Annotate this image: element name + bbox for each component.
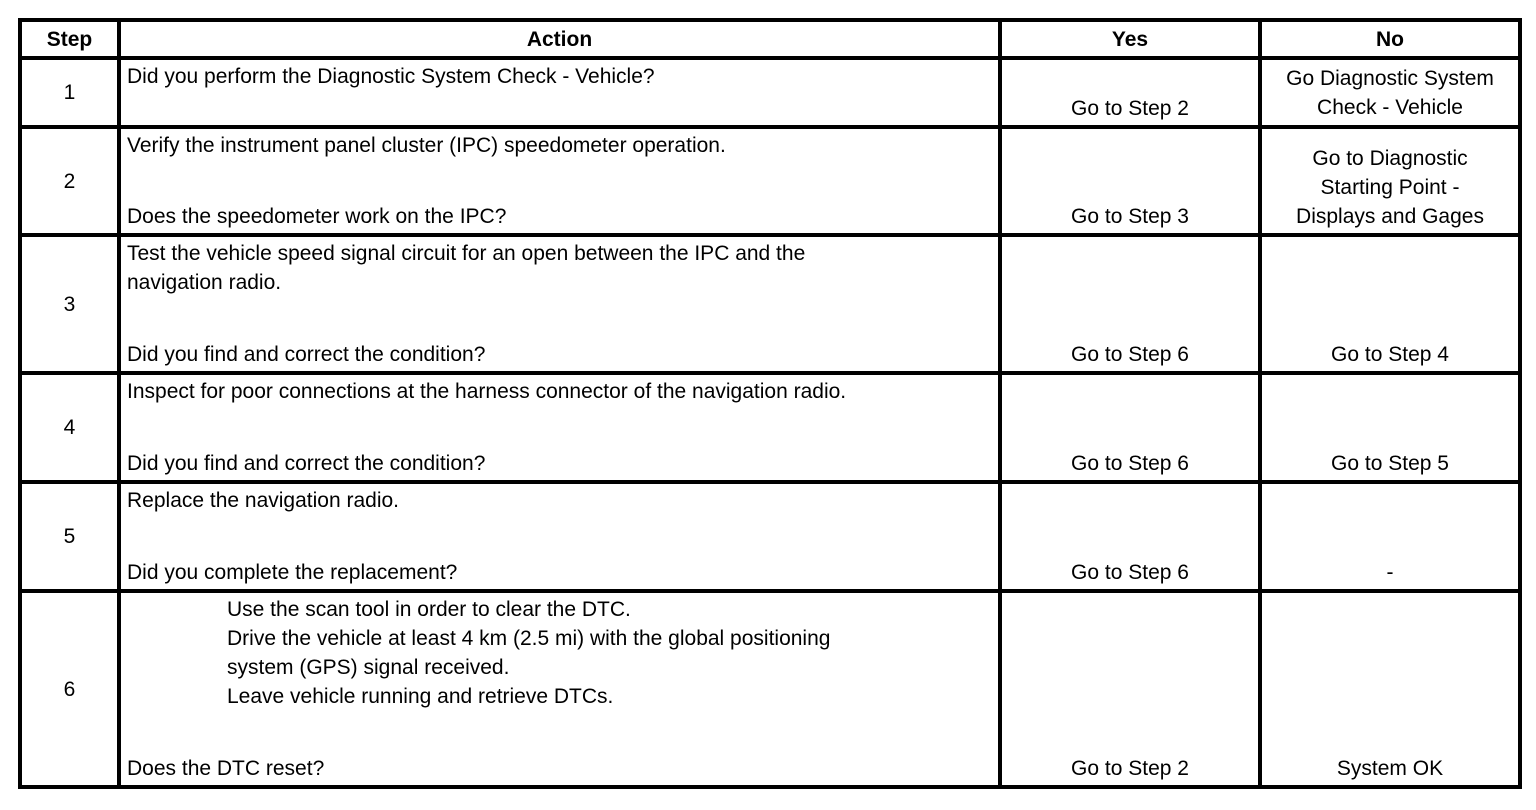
yes-cell: Go to Step 3 (1000, 127, 1260, 235)
action-text: Did you perform the Diagnostic System Check - Vehicle? (127, 65, 655, 88)
action-text: Verify the instrument panel cluster (IPC) speedometer operation. (127, 134, 726, 157)
yes-cell: Go to Step 6 (1000, 235, 1260, 373)
step-number: 5 (20, 482, 119, 591)
action-text: Leave vehicle running and retrieve DTCs. (227, 685, 614, 708)
action-cell (119, 127, 1000, 235)
no-text: Check - Vehicle (1317, 95, 1463, 119)
action-cell (119, 235, 1000, 373)
action-question: Does the DTC reset? (127, 757, 325, 780)
no-cell (1260, 127, 1520, 235)
action-cell (119, 591, 1000, 787)
no-text: Go to Diagnostic (1312, 147, 1468, 170)
action-question: Did you find and correct the condition? (127, 343, 486, 366)
action-text: Drive the vehicle at least 4 km (2.5 mi) with the global positioning (227, 627, 831, 650)
action-cell (119, 482, 1000, 591)
action-question: Does the speedometer work on the IPC? (127, 205, 507, 228)
action-cell (119, 58, 1000, 127)
step-number: 3 (20, 235, 119, 373)
no-text: Displays and Gages (1296, 205, 1484, 228)
action-text: Test the vehicle speed signal circuit for an open between the IPC and the (127, 242, 806, 265)
table-row (20, 591, 1520, 787)
table-row (20, 127, 1520, 235)
action-text: navigation radio. (127, 271, 282, 294)
yes-cell: Go to Step 2 (1000, 58, 1260, 127)
header-action: Action (119, 20, 1000, 58)
no-cell: Go to Step 4 (1260, 235, 1520, 373)
step-number: 6 (20, 591, 119, 787)
action-text: Replace the navigation radio. (127, 489, 400, 512)
header-yes: Yes (1000, 20, 1260, 58)
step-number: 2 (20, 127, 119, 235)
header-row (20, 20, 1520, 58)
action-text: Inspect for poor connections at the harness connector of the navigation radio. (127, 380, 847, 403)
action-question: Did you find and correct the condition? (127, 452, 486, 475)
table-row (20, 482, 1520, 591)
yes-cell: Go to Step 2 (1000, 591, 1260, 787)
table-row (20, 373, 1520, 482)
header-step: Step (20, 20, 119, 58)
step-number: 4 (20, 373, 119, 482)
diagnostic-table (18, 18, 1522, 789)
no-text: Go Diagnostic System (1286, 66, 1494, 90)
yes-cell: Go to Step 6 (1000, 482, 1260, 591)
action-cell (119, 373, 1000, 482)
procedure-list (127, 595, 998, 711)
table-row (20, 58, 1520, 127)
action-text: system (GPS) signal received. (227, 656, 510, 679)
yes-cell: Go to Step 6 (1000, 373, 1260, 482)
no-text: Starting Point - (1320, 176, 1460, 199)
action-question: Did you complete the replacement? (127, 561, 458, 584)
table-row (20, 235, 1520, 373)
no-cell: Go to Step 5 (1260, 373, 1520, 482)
no-cell: - (1260, 482, 1520, 591)
no-cell: System OK (1260, 591, 1520, 787)
action-text: Use the scan tool in order to clear the DTC. (227, 598, 631, 621)
step-number: 1 (20, 58, 119, 127)
no-cell (1260, 58, 1520, 127)
header-no: No (1260, 20, 1520, 58)
